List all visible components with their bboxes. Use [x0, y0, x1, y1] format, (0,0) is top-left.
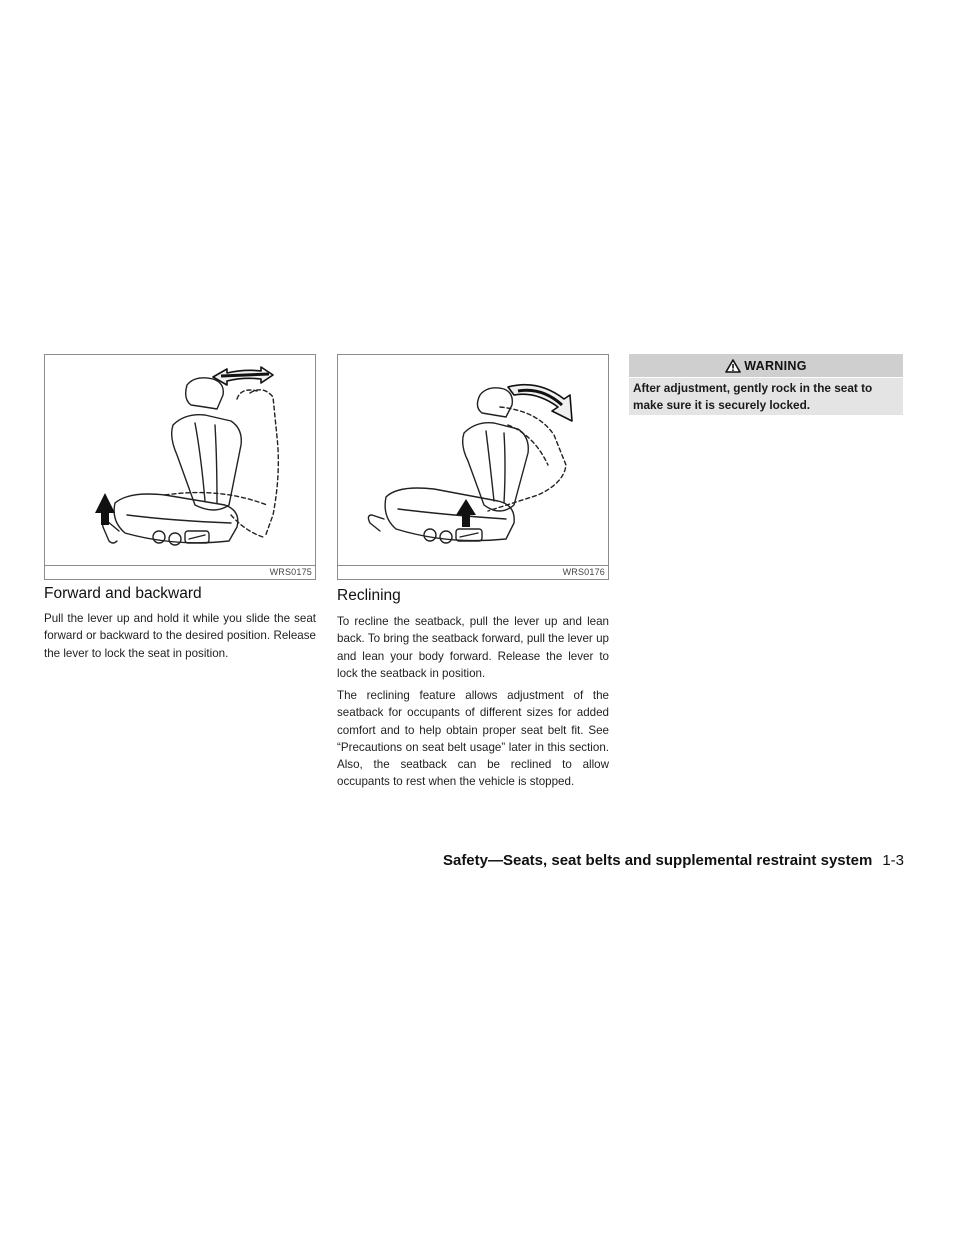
paragraph-forward-backward: Pull the lever up and hold it while you slide the seat forward or backward to the desired position. Release the lever to lock the seat in position.	[44, 612, 316, 660]
figure-reclining	[337, 354, 609, 580]
seat-slide-illustration	[45, 355, 315, 566]
footer-section-title: Safety—Seats, seat belts and supplemental restraint system	[442, 852, 873, 869]
paragraph-reclining-2: The reclining feature allows adjustment of the seatback for occupants of different sizes for added comfort and to help obtain proper seat belt fit. See “Precautions on seat belt usage” later in this section. Also, the seatback can be reclined to allow occupants to rest when the vehicle is stopped.	[337, 689, 609, 789]
recline-arrow-icon	[508, 385, 572, 421]
seat-recline-illustration	[338, 355, 608, 566]
figure-forward-backward	[44, 354, 316, 580]
heading-reclining: Reclining	[337, 587, 401, 604]
lever-up-arrow-icon	[95, 493, 115, 525]
warning-body: After adjustment, gently rock in the seat to make sure it is securely locked.	[629, 378, 903, 415]
page-footer	[428, 852, 904, 869]
warning-title: WARNING	[744, 358, 807, 373]
slide-arrow-icon	[213, 367, 273, 385]
figure-id: WRS0175	[269, 567, 312, 577]
page-number: 1-3	[882, 852, 904, 869]
paragraph-reclining-1: To recline the seatback, pull the lever up and lean back. To bring the seatback forward, pull the lever up and lean your body forward. Release the lever to lock the seatback in position.	[337, 615, 609, 680]
figure-id: WRS0176	[562, 567, 605, 577]
warning-triangle-icon	[725, 359, 741, 373]
heading-forward-backward: Forward and backward	[44, 585, 202, 602]
warning-header	[629, 354, 903, 377]
recline-lever-arrow-icon	[456, 499, 476, 527]
